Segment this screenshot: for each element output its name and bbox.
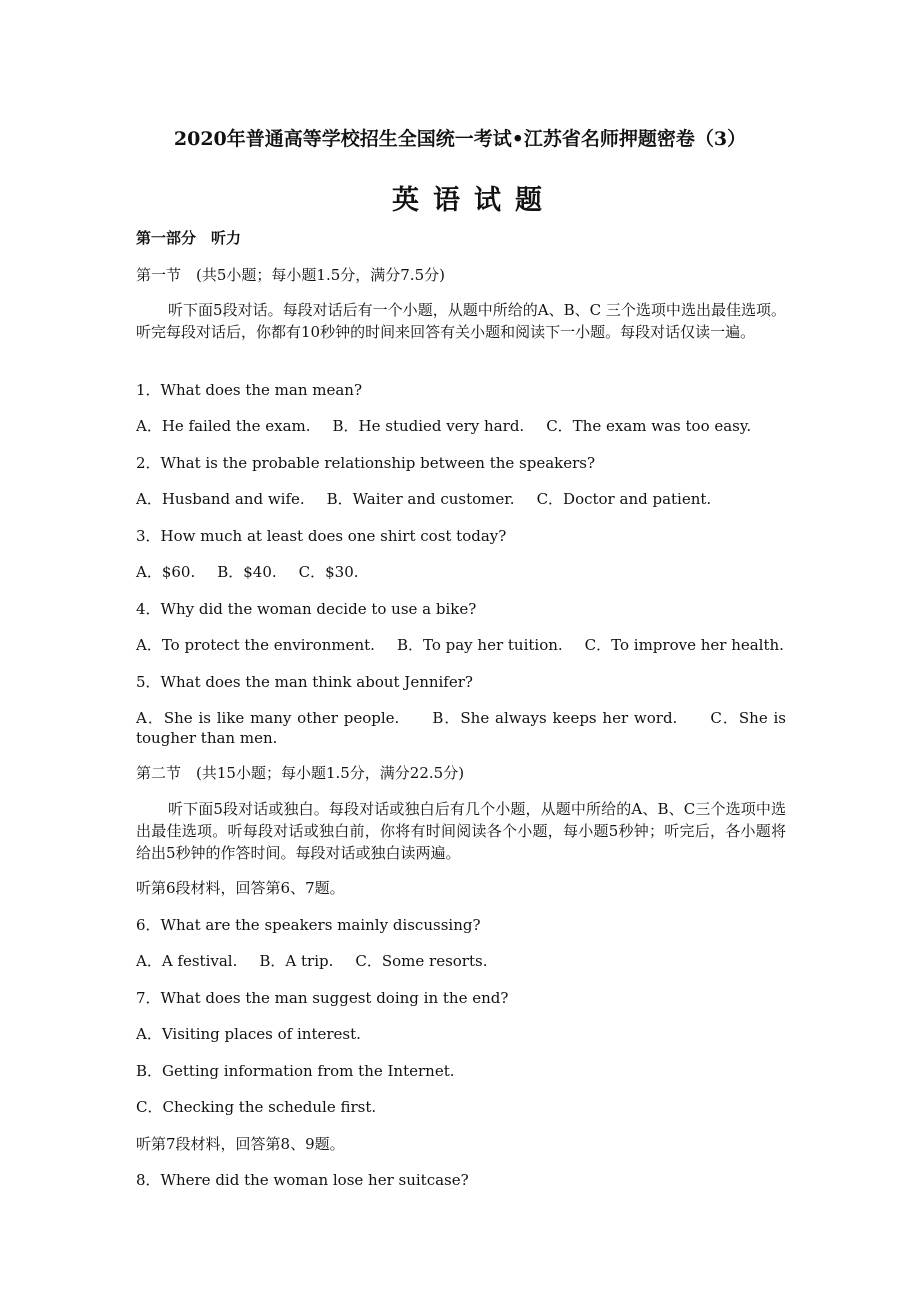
option-b: B．$40.	[217, 563, 277, 581]
part1-heading: 第一部分 听力	[136, 229, 242, 247]
option-b: B．Waiter and customer.	[326, 490, 515, 508]
option-a: A．To protect the environment.	[136, 636, 375, 654]
question-5: 5．What does the man think about Jennifer?	[136, 673, 473, 691]
option-a: A．Husband and wife.	[136, 490, 305, 508]
option-b: B．A trip.	[259, 952, 334, 970]
material-7-note: 听第7段材料，回答第8、9题。	[136, 1135, 345, 1153]
question-7-option-b: B．Getting information from the Internet.	[136, 1062, 455, 1080]
option-b: B．He studied very hard.	[332, 417, 525, 435]
question-6: 6．What are the speakers mainly discussing?	[136, 916, 481, 934]
option-a: A．He failed the exam.	[136, 417, 311, 435]
option-c: C．$30.	[298, 563, 359, 581]
question-1-options	[136, 416, 786, 436]
section1-instructions: 听下面5段对话。每段对话后有一个小题，从题中所给的A、B、C 三个选项中选出最佳选项。听完每段对话后，你都有10秒钟的时间来回答有关小题和阅读下一小题。每段对话仅读一遍。	[136, 301, 786, 341]
option-c: C．Doctor and patient.	[536, 490, 712, 508]
option-c: C．To improve her health.	[584, 636, 784, 654]
section1-heading: 第一节 (共5小题；每小题1.5分，满分7.5分)	[136, 266, 445, 284]
question-5-options: A．She is like many other people. B．She always keeps her word. C．She is tougher than men.	[136, 709, 786, 747]
subject-title: 英语试题	[392, 185, 556, 216]
option-c: C．The exam was too easy.	[546, 417, 752, 435]
question-8: 8．Where did the woman lose her suitcase?	[136, 1171, 469, 1189]
section2-heading: 第二节 (共15小题；每小题1.5分，满分22.5分)	[136, 764, 465, 782]
question-2: 2．What is the probable relationship between the speakers?	[136, 454, 596, 472]
question-7-option-c: C．Checking the schedule first.	[136, 1098, 377, 1116]
question-4: 4．Why did the woman decide to use a bike?	[136, 600, 477, 618]
question-7-option-a: A．Visiting places of interest.	[136, 1025, 361, 1043]
question-2-options	[136, 489, 786, 509]
question-7: 7．What does the man suggest doing in the end?	[136, 989, 509, 1007]
question-6-options	[136, 951, 786, 971]
option-b: B．To pay her tuition.	[396, 636, 563, 654]
option-a: A．$60.	[136, 563, 196, 581]
option-a: A．A festival.	[136, 952, 238, 970]
question-3: 3．How much at least does one shirt cost today?	[136, 527, 507, 545]
section2-instructions: 听下面5段对话或独白。每段对话或独白后有几个小题，从题中所给的A、B、C三个选项中选出最佳选项。听每段对话或独白前，你将有时间阅读各个小题，每小题5秒钟；听完后，各小题将给出5秒钟的作答时间。每段对话或独白读两遍。	[136, 800, 786, 862]
option-c: C．Some resorts.	[355, 952, 488, 970]
question-4-options	[136, 635, 786, 655]
question-1: 1．What does the man mean?	[136, 381, 363, 399]
exam-title: 2020年普通高等学校招生全国统一考试•江苏省名师押题密卷（3）	[173, 128, 747, 150]
question-3-options	[136, 562, 786, 582]
material-6-note: 听第6段材料，回答第6、7题。	[136, 879, 345, 897]
